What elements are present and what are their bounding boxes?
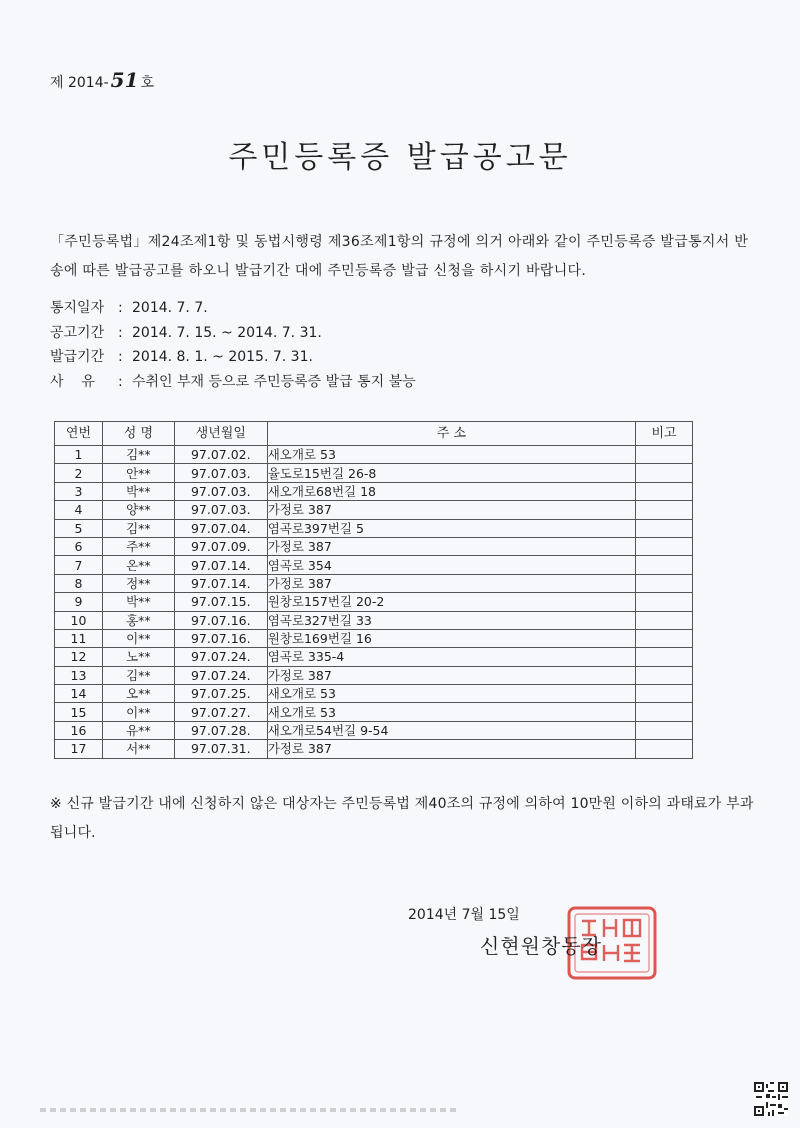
remarks <box>636 703 693 721</box>
recipient-name: 홍** <box>102 611 174 629</box>
recipient-name: 안** <box>102 464 174 482</box>
birth-date: 97.07.14. <box>174 556 267 574</box>
birth-date: 97.07.16. <box>174 629 267 647</box>
info-row-notice-period: 공고기간 : 2014. 7. 15. ~ 2014. 7. 31. <box>50 321 416 346</box>
remarks <box>636 482 693 500</box>
birth-date: 97.07.04. <box>174 519 267 537</box>
address: 염곡로327번길 33 <box>267 611 635 629</box>
recipient-name: 김** <box>102 519 174 537</box>
address: 염곡로 335-4 <box>267 648 635 666</box>
birth-date: 97.07.09. <box>174 537 267 555</box>
birth-date: 97.07.28. <box>174 721 267 739</box>
recipient-name: 오** <box>102 685 174 703</box>
table-row <box>55 629 693 647</box>
row-number: 2 <box>55 464 103 482</box>
birth-date: 97.07.15. <box>174 593 267 611</box>
remarks <box>636 740 693 758</box>
remarks <box>636 721 693 739</box>
remarks <box>636 629 693 647</box>
doc-number-handwritten: 51 <box>110 68 139 92</box>
info-row-notify-date: 통지일자 : 2014. 7. 7. <box>50 296 416 321</box>
address: 율도로15번길 26-8 <box>267 464 635 482</box>
info-value: 2014. 8. 1. ~ 2015. 7. 31. <box>132 349 313 365</box>
info-label: 통지일자 <box>50 300 105 316</box>
col-header-address: 주 소 <box>267 422 635 446</box>
table-row <box>55 740 693 758</box>
issue-date: 2014년 7월 15일 <box>408 907 520 923</box>
info-value: 수취인 부재 등으로 주민등록증 발급 통지 불능 <box>132 373 416 390</box>
row-number: 1 <box>55 446 103 464</box>
recipient-name: 김** <box>102 446 174 464</box>
table-row <box>55 666 693 684</box>
row-number: 14 <box>55 685 103 703</box>
birth-date: 97.07.03. <box>174 482 267 500</box>
table-row <box>55 648 693 666</box>
address: 가정로 387 <box>267 666 635 684</box>
recipient-name: 이** <box>102 629 174 647</box>
info-label: 사 유 <box>50 373 95 390</box>
row-number: 3 <box>55 482 103 500</box>
table-row <box>55 446 693 464</box>
info-label: 발급기간 <box>50 349 105 365</box>
recipient-table <box>54 421 693 759</box>
address: 새오개로 53 <box>267 685 635 703</box>
table-row <box>55 556 693 574</box>
table-header-row <box>55 422 693 446</box>
address: 가정로 387 <box>267 501 635 519</box>
info-row-reason: 사 유 : 수취인 부재 등으로 주민등록증 발급 통지 불능 <box>50 370 416 395</box>
recipient-name: 박** <box>102 482 174 500</box>
issuer-name: 신현원창동장 <box>480 934 602 958</box>
table-row <box>55 611 693 629</box>
recipient-name: 온** <box>102 556 174 574</box>
row-number: 10 <box>55 611 103 629</box>
address: 염곡로397번길 5 <box>267 519 635 537</box>
table-row <box>55 593 693 611</box>
page-title: 주민등록증 발급공고문 <box>228 140 572 175</box>
recipient-name: 유** <box>102 721 174 739</box>
birth-date: 97.07.24. <box>174 648 267 666</box>
remarks <box>636 593 693 611</box>
birth-date: 97.07.02. <box>174 446 267 464</box>
birth-date: 97.07.14. <box>174 574 267 592</box>
recipient-name: 서** <box>102 740 174 758</box>
remarks <box>636 648 693 666</box>
table-row <box>55 685 693 703</box>
remarks <box>636 611 693 629</box>
remarks <box>636 464 693 482</box>
recipient-name: 노** <box>102 648 174 666</box>
remarks <box>636 501 693 519</box>
table-row <box>55 501 693 519</box>
row-number: 6 <box>55 537 103 555</box>
address: 원창로169번길 16 <box>267 629 635 647</box>
row-number: 11 <box>55 629 103 647</box>
penalty-note: ※ 신규 발급기간 내에 신청하지 않은 대상자는 주민등록법 제40조의 규정에 의하여 10만원 이하의 과태료가 부과됩니다. <box>50 796 754 841</box>
remarks <box>636 537 693 555</box>
recipient-name: 김** <box>102 666 174 684</box>
row-number: 16 <box>55 721 103 739</box>
recipient-name: 양** <box>102 501 174 519</box>
row-number: 9 <box>55 593 103 611</box>
row-number: 15 <box>55 703 103 721</box>
recipient-name: 이** <box>102 703 174 721</box>
document-number <box>50 68 154 92</box>
birth-date: 97.07.25. <box>174 685 267 703</box>
table-row <box>55 574 693 592</box>
qr-code-icon <box>754 1082 788 1116</box>
info-row-issue-period: 발급기간 : 2014. 8. 1. ~ 2015. 7. 31. <box>50 345 416 370</box>
table-body <box>55 446 693 759</box>
doc-number-prefix: 제 2014- <box>50 75 109 91</box>
row-number: 13 <box>55 666 103 684</box>
info-value: 2014. 7. 7. <box>132 300 208 316</box>
col-header-no: 연번 <box>55 422 103 446</box>
remarks <box>636 574 693 592</box>
row-number: 4 <box>55 501 103 519</box>
table-row <box>55 537 693 555</box>
info-label: 공고기간 <box>50 324 105 341</box>
col-header-name: 성 명 <box>102 422 174 446</box>
address: 가정로 387 <box>267 574 635 592</box>
address: 새오개로 53 <box>267 446 635 464</box>
notice-info <box>50 296 416 394</box>
address: 원창로157번길 20-2 <box>267 593 635 611</box>
birth-date: 97.07.24. <box>174 666 267 684</box>
info-value: 2014. 7. 15. ~ 2014. 7. 31. <box>132 324 322 341</box>
recipient-name: 박** <box>102 593 174 611</box>
row-number: 17 <box>55 740 103 758</box>
intro-paragraph: 「주민등록법」제24조제1항 및 동법시행령 제36조제1항의 규정에 의거 아래와 같이 주민등록증 발급통지서 반송에 따른 발급공고를 하오니 발급기간 대에 주민등록증 발급 신청을 하시기 바랍니다. <box>50 234 749 279</box>
birth-date: 97.07.31. <box>174 740 267 758</box>
birth-date: 97.07.03. <box>174 501 267 519</box>
col-header-birth: 생년월일 <box>174 422 267 446</box>
remarks <box>636 666 693 684</box>
row-number: 12 <box>55 648 103 666</box>
scan-footer-strip <box>40 1108 460 1112</box>
birth-date: 97.07.03. <box>174 464 267 482</box>
birth-date: 97.07.16. <box>174 611 267 629</box>
address: 가정로 387 <box>267 537 635 555</box>
recipient-name: 정** <box>102 574 174 592</box>
table-row <box>55 519 693 537</box>
row-number: 7 <box>55 556 103 574</box>
remarks <box>636 519 693 537</box>
remarks <box>636 446 693 464</box>
address: 새오개로 53 <box>267 703 635 721</box>
table-row <box>55 464 693 482</box>
table-row <box>55 703 693 721</box>
address: 가정로 387 <box>267 740 635 758</box>
row-number: 8 <box>55 574 103 592</box>
remarks <box>636 556 693 574</box>
recipient-name: 주** <box>102 537 174 555</box>
remarks <box>636 685 693 703</box>
row-number: 5 <box>55 519 103 537</box>
address: 염곡로 354 <box>267 556 635 574</box>
col-header-remarks: 비고 <box>636 422 693 446</box>
address: 새오개로68번길 18 <box>267 482 635 500</box>
address: 새오개로54번길 9-54 <box>267 721 635 739</box>
birth-date: 97.07.27. <box>174 703 267 721</box>
table-row <box>55 721 693 739</box>
table-row <box>55 482 693 500</box>
doc-number-suffix: 호 <box>140 75 155 91</box>
